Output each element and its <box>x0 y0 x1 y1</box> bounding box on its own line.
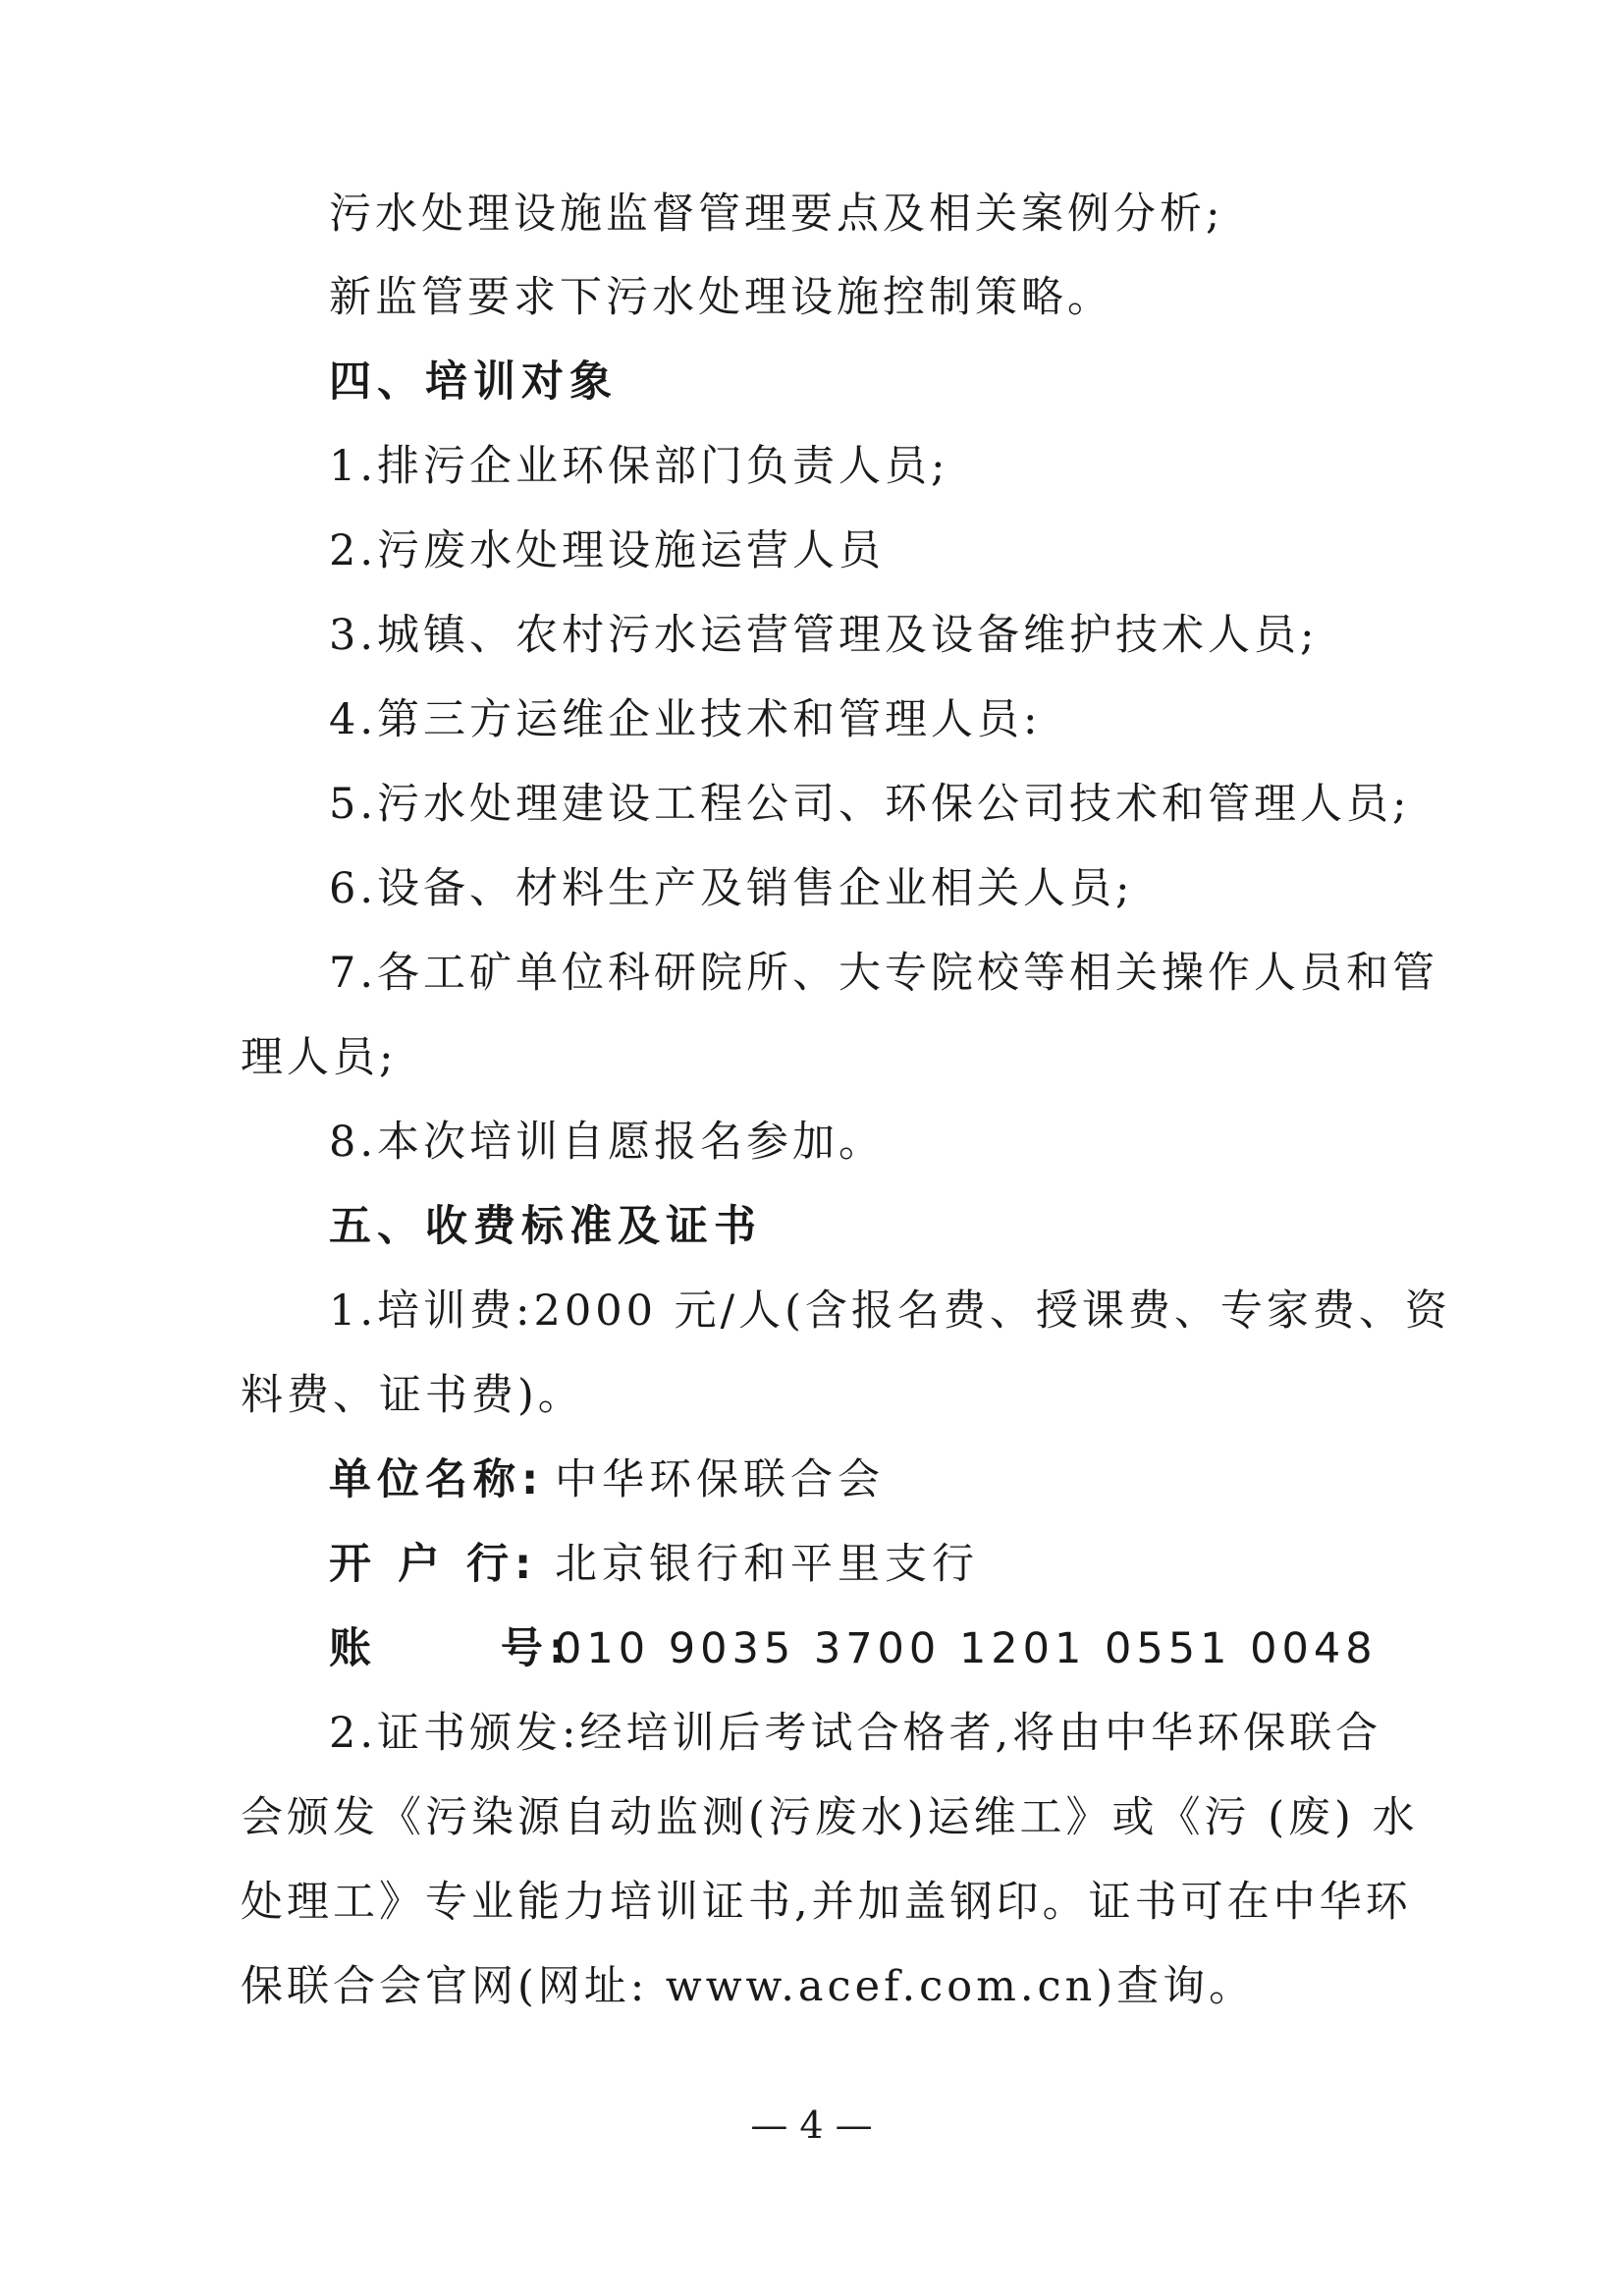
list-item: 3.城镇、农村污水运营管理及设备维护技术人员; <box>329 611 1319 660</box>
certificate-line: 处理工》专业能力培训证书,并加盖钢印。证书可在中华环 <box>241 1878 1412 1927</box>
certificate-line: 2.证书颁发:经培训后考试合格者,将由中华环保联合 <box>329 1709 1382 1758</box>
list-item: 4.第三方运维企业技术和管理人员: <box>329 695 1042 744</box>
bank-branch-label: 开 户 行: <box>329 1540 538 1589</box>
section-heading-4: 四、培训对象 <box>329 357 618 407</box>
list-item: 2.污废水处理设施运营人员 <box>329 526 886 575</box>
bank-account-row <box>0 1622 1623 1675</box>
bank-name-label: 单位名称: <box>329 1455 545 1504</box>
text-line: 污水处理设施监督管理要点及相关案例分析; <box>329 190 1224 239</box>
bank-name-value: 中华环保联合会 <box>555 1455 885 1504</box>
page-number: — 4 — <box>750 2104 873 2147</box>
list-item: 8.本次培训自愿报名参加。 <box>329 1118 886 1167</box>
list-item-continued: 理人员; <box>241 1033 398 1082</box>
list-item: 5.污水处理建设工程公司、环保公司技术和管理人员; <box>329 780 1411 829</box>
fee-line: 1.培训费:2000 元/人(含报名费、授课费、专家费、资 <box>329 1286 1451 1336</box>
list-item: 7.各工矿单位科研院所、大专院校等相关操作人员和管 <box>329 949 1439 998</box>
bank-branch-row <box>0 1538 1623 1591</box>
certificate-line: 保联合会官网(网址: www.acef.com.cn)查询。 <box>241 1962 1256 2011</box>
list-item: 1.排污企业环保部门负责人员; <box>329 442 949 491</box>
fee-line-continued: 料费、证书费)。 <box>241 1371 584 1420</box>
text-line: 新监管要求下污水处理设施控制策略。 <box>329 273 1113 322</box>
bank-account-label: 账 号: <box>329 1624 572 1673</box>
section-heading-5: 五、收费标准及证书 <box>329 1202 762 1251</box>
bank-account-value: 010 9035 3700 1201 0551 0048 <box>555 1624 1378 1673</box>
certificate-line: 会颁发《污染源自动监测(污废水)运维工》或《污 (废) 水 <box>241 1793 1419 1842</box>
list-item: 6.设备、材料生产及销售企业相关人员; <box>329 864 1134 913</box>
bank-name-row <box>0 1453 1623 1506</box>
bank-branch-value: 北京银行和平里支行 <box>555 1540 979 1589</box>
